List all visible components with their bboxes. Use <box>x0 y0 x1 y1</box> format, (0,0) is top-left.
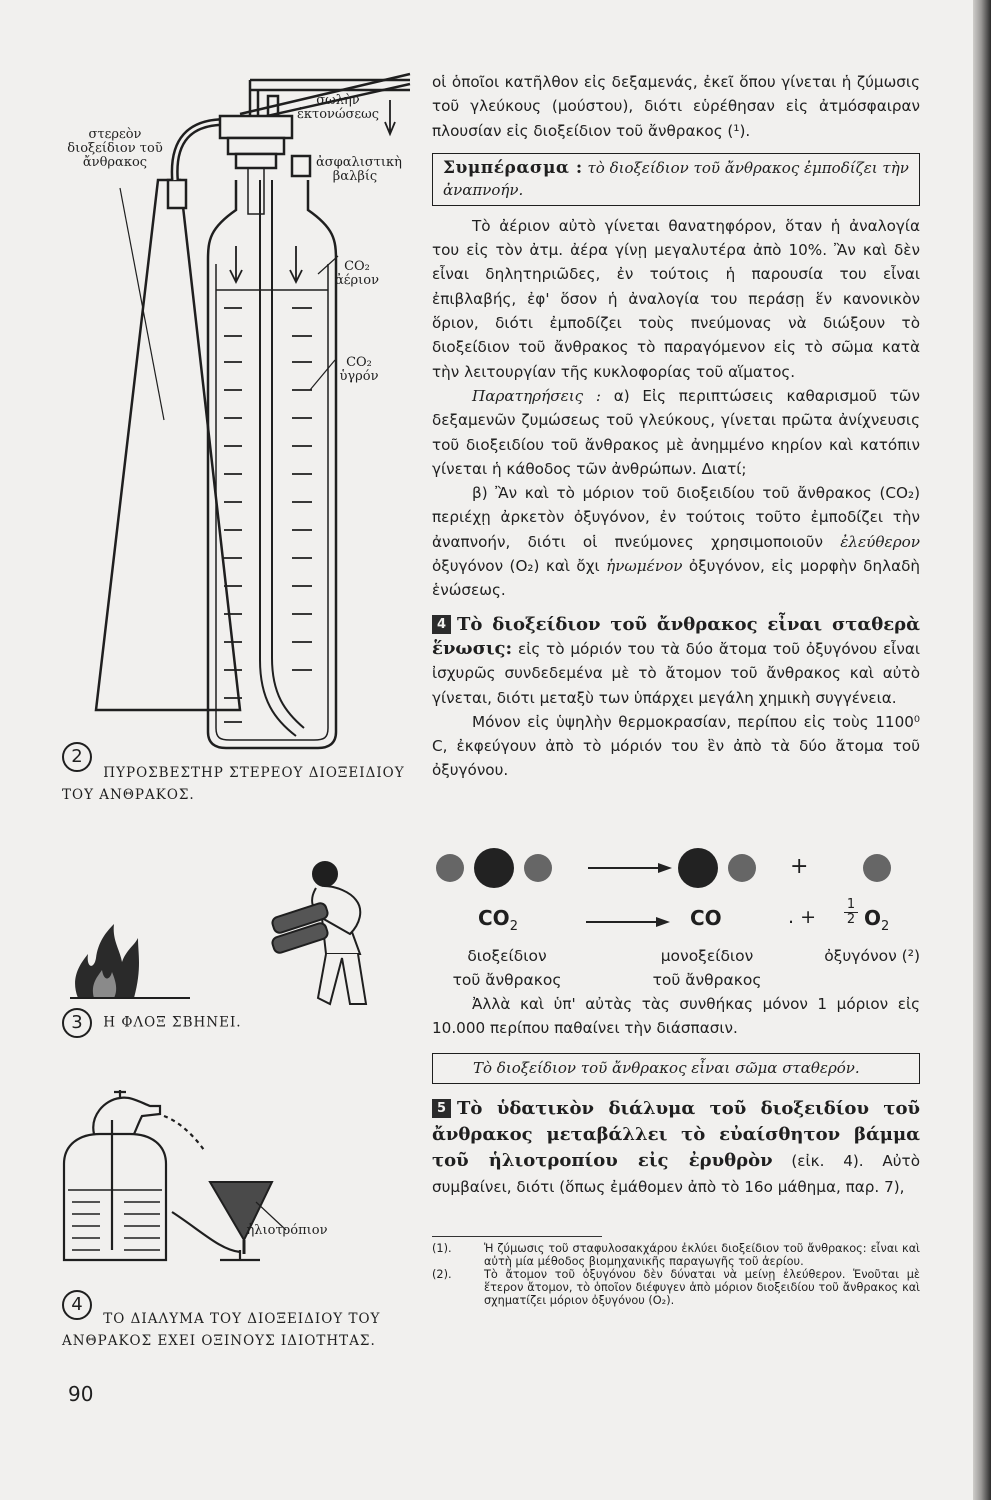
label-liquid-co2: CO₂ ὑγρόν <box>339 355 379 384</box>
label-nozzle: σωλὴν ἐκτονώσεως <box>296 93 380 122</box>
label-solid-co2: στερεὸν διοξείδιον τοῦ ἄνθρακος <box>67 127 163 170</box>
paragraph-3 <box>432 384 920 481</box>
paragraph-4-part-a: β) Ἂν καὶ τὸ μόριον τοῦ διοξειδίου τοῦ ἄνθρακος (CO₂) περιέχῃ ἀρκετὸν ὀξυγόνον, ἐν τούτοις τοῦτο ἐμποδίζει τὴν ἀναπνοήν, διότι οἱ πνεύμονες χρησιμοποιοῦν <box>432 484 920 551</box>
formula-co2: $CO_2$ <box>478 906 518 934</box>
label-valve: ἀσφαλιστικὴ βαλβίς <box>316 155 402 184</box>
flame-icon <box>75 924 139 998</box>
figure-2-caption: ΠΥΡΟΣΒΕΣΤΗΡ ΣΤΕΡΕΟΥ ΔΙΟΞΕΙΔΙΟΥ ΤΟΥ ΑΝΘΡΑΚΟΣ. <box>62 764 405 803</box>
reaction-arrow-icon <box>582 916 672 928</box>
figure-3-caption: Η ΦΛΟΞ ΣΒΗΝΕΙ. <box>103 1014 242 1031</box>
fraction-half: 1 2 <box>844 898 858 927</box>
paragraph-6: Ἀλλὰ καὶ ὑπ' αὐτὰς τὰς συνθήκας μόνον 1 μόριον εἰς 10.000 περίπου παθαίνει τὴν διάσπασιν. <box>432 995 920 1038</box>
section-4 <box>432 613 920 710</box>
section-5-text: Αὐτὸ συμβαίνει, διότι (ὅπως ἐμάθομεν ἀπὸ τὸ 16ο μάθημα, παρ. 7), <box>432 1151 920 1196</box>
paragraph-4-part-b: ὀξυγόνον (O₂) καὶ ὄχι <box>432 557 600 576</box>
paragraph-1: οἱ ὁποῖοι κατῆλθον εἰς δεξαμενάς, ἐκεῖ ὅπου γίνεται ἡ ζύμωσις τοῦ γλεύκους (μούστου), διότι εὑρέθησαν εἰς ἀτμόσφαιραν πλουσίαν εἰς διοξείδιον τοῦ ἄνθρακος (¹). <box>432 73 920 140</box>
section-4-number: 4 <box>432 615 451 634</box>
section-5-number: 5 <box>432 1099 451 1118</box>
footnote-1-key: (1). <box>432 1242 452 1255</box>
figure-4-siphon-litmus <box>60 1090 360 1270</box>
paragraph-4 <box>432 481 920 602</box>
section-4-heading: Τὸ διοξείδιον τοῦ ἄνθρακος εἶναι σταθερὰ ἕνωσις: <box>432 613 920 659</box>
figure-2-number: 2 <box>62 742 92 772</box>
section-5 <box>432 1096 920 1200</box>
figure-3-number: 3 <box>62 1008 92 1038</box>
section-4-text: εἰς τὸ μόριόν του τὰ δύο ἄτομα τοῦ ὀξυγόνου εἶναι ἰσχυρῶς συνδεδεμένα μὲ τὸ ἄτομον τοῦ ἄνθρακος καὶ αὐτὸ γίνεται, διότι μεταξὺ των ὑπάρχει μεγάλη χημικὴ συγγένεια. <box>432 639 921 707</box>
bound-oxygen-term: ἡνωμένον <box>606 557 683 576</box>
plus-sign-2: . + <box>788 906 816 928</box>
page-edge-shadow <box>973 0 991 1500</box>
paragraph-4-part-c: ὀξυγόνον, εἰς μορφὴν δηλαδὴ ἑνώσεως. <box>432 557 920 600</box>
name-co: μονοξείδιον τοῦ ἄνθρακος <box>652 947 762 989</box>
figure-4-caption-block <box>62 1290 402 1349</box>
footnote-rule <box>432 1236 602 1237</box>
figure-4-number: 4 <box>62 1290 92 1320</box>
conclusion-box <box>432 153 920 206</box>
paragraph-2: Τὸ ἀέριον αὐτὸ γίνεται θανατηφόρον, ὅταν ἡ ἀναλογία του εἰς τὸν ἀτμ. ἀέρα γίνῃ μεγαλυτέρα ἀπὸ 10%. Ἂν καὶ δὲν εἶναι δηλητηριῶδες, ἐν τούτοις ἡ παρουσία του εἶναι ἐπιβλαβής, ἐφ' ὅσον ἡ ἀναλογία του περάσῃ ἕν κανονικὸν ὅριον, διότι ἐμποδίζει τοὺς πνεύμονας νὰ διώξουν τὸ διοξείδιον τοῦ ἄνθρακος τὸ παραγόμενον εἰς τὸ σῶμα κατὰ τὴν λειτουργίαν τῆς κυκλοφορίας τοῦ αἵματος. <box>432 216 920 381</box>
plus-sign: + <box>790 854 809 879</box>
figure-3-caption-block <box>62 1008 362 1038</box>
decomposition-equation <box>432 846 920 989</box>
conclusion-label: Συμπέρασμα : <box>443 157 583 178</box>
paragraph-5: Μόνον εἰς ὑψηλὴν θερμοκρασίαν, περίπου εἰς τοὺς 1100⁰ C, ἐκφεύγουν ἀπὸ τὸ μόριόν του ἓν ἀπὸ τὰ δύο ἄτομα τοῦ ὀξυγόνου. <box>432 712 920 780</box>
figure-2-caption-block <box>62 742 412 803</box>
formula-co: CO <box>690 906 722 930</box>
molecule-diagram <box>432 846 920 890</box>
footnote-1-text: Ἡ ζύμωσις τοῦ σταφυλοσακχάρου ἐκλύει διοξείδιον τοῦ ἄνθρακος: εἶναι καὶ αὐτὴ μία μέθοδος βιομηχανικῆς παραγωγῆς τοῦ ἀερίου. <box>484 1242 920 1268</box>
label-gas-co2: CO₂ ἀέριον <box>335 259 379 288</box>
footnotes <box>432 1242 920 1307</box>
footnote-2-key: (2). <box>432 1268 452 1281</box>
paragraph-3-text: α) Εἰς περιπτώσεις καθαρισμοῦ τῶν δεξαμενῶν ζυμώσεως τοῦ γλεύκους, γίνεται πρῶτα ἀνίχνευσις τοῦ διοξειδίου τοῦ ἄνθρακος μὲ ἀνημμένο κηρίον καὶ κατόπιν γίνεται ἡ κάθοδος τῶν ἀνθρώπων. Διατί; <box>432 386 920 478</box>
name-o2: ὀξυγόνον (²) <box>824 947 920 965</box>
stable-compound-box: Τὸ διοξείδιον τοῦ ἄνθρακος εἶναι σῶμα σταθερόν. <box>432 1053 920 1084</box>
free-oxygen-term: ἐλεύθερον <box>840 532 921 551</box>
man-with-extinguisher <box>271 862 366 1004</box>
footnote-2 <box>432 1268 920 1307</box>
footnote-1 <box>432 1242 920 1268</box>
observations-label: Παρατηρήσεις : <box>472 386 602 405</box>
conclusion-text: τὸ διοξείδιον τοῦ ἄνθρακος ἐμποδίζει τὴν ἀναπνοήν. <box>443 158 909 199</box>
footnote-2-text: Τὸ ἄτομον τοῦ ὀξυγόνου δὲν δύναται νὰ μείνῃ ἐλεύθερον. Ἑνοῦται μὲ ἕτερον ἄτομον, τὸ ὁποῖον διέφυγεν ἀπὸ μόριον διοξειδίου τοῦ ἄνθρακος καὶ σχηματίζει μόριον ὀξυγόνου (O₂). <box>484 1268 920 1307</box>
label-litmus: ἡλιοτρόπιον <box>246 1223 328 1238</box>
page-number: 90 <box>68 1382 94 1406</box>
figure-3-flame-extinguished <box>60 858 390 1008</box>
figure-4-caption: ΤΟ ΔΙΑΛΥΜΑ ΤΟΥ ΔΙΟΞΕΙΔΙΟΥ ΤΟΥ ΑΝΘΡΑΚΟΣ ΕΧΕΙ ΟΞΙΝΟΥΣ ΙΔΙΟΤΗΤΑΣ. <box>62 1310 381 1349</box>
formula-o2: $O_2$ <box>864 906 890 934</box>
text-column-lower <box>432 992 920 1200</box>
section-5-heading: Τὸ ὑδατικὸν διάλυμα τοῦ διοξειδίου τοῦ ἄνθρακος μεταβάλλει τὸ εὐαίσθητον βάμμα τοῦ ἡλιοτροπίου εἰς ἐρυθρὸν <box>432 1097 920 1171</box>
name-co2: διοξείδιον τοῦ ἄνθρακος <box>452 947 562 989</box>
section-5-ref: (εἰκ. 4). <box>791 1151 864 1170</box>
text-column <box>432 70 920 783</box>
discharge-horn <box>96 180 240 710</box>
